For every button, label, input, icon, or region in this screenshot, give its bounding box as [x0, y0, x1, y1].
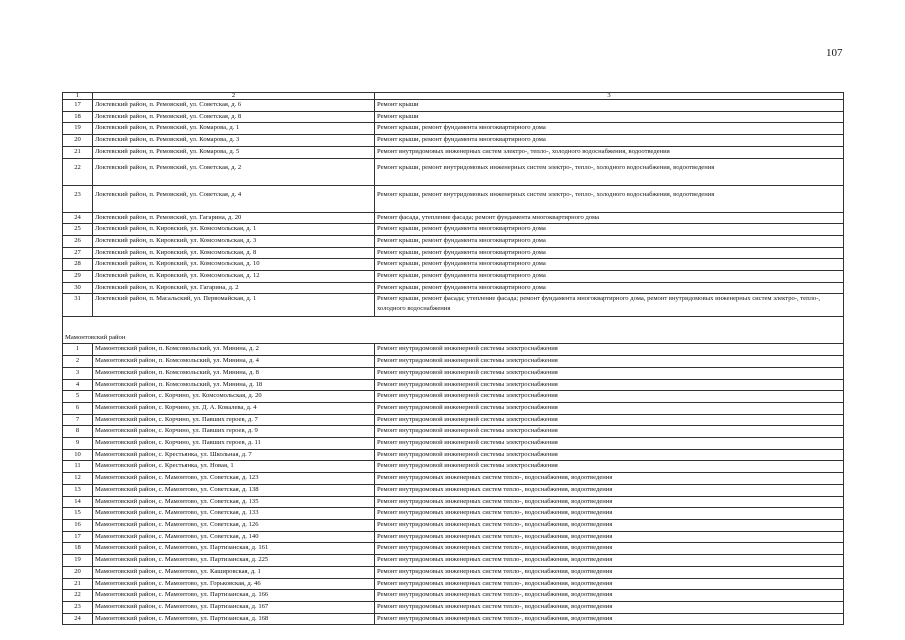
work-cell: Ремонт внутридомовых инженерных систем тепло-, водоснабжения, водоотведения — [375, 484, 844, 496]
work-cell: Ремонт внутридомовых инженерных систем тепло-, водоснабжения, водоотведения — [375, 566, 844, 578]
work-cell: Ремонт фасада, утепление фасада; ремонт фундамента многоквартирного дома — [375, 212, 844, 224]
row-number-cell: 28 — [63, 259, 93, 271]
row-number-cell: 17 — [63, 531, 93, 543]
row-number-cell: 19 — [63, 123, 93, 135]
table-row — [63, 367, 844, 379]
row-number-cell: 20 — [63, 566, 93, 578]
table-row — [63, 566, 844, 578]
work-cell: Ремонт внутридомовых инженерных систем тепло-, водоснабжения, водоотведения — [375, 578, 844, 590]
address-cell: Мамонтовский район, с. Мамонтово, ул. Советская, д. 138 — [93, 484, 375, 496]
address-cell: Мамонтовский район, с. Крестьянка, ул. Школьная, д. 7 — [93, 449, 375, 461]
table-row — [63, 235, 844, 247]
row-number-cell: 23 — [63, 601, 93, 613]
table-row — [63, 356, 844, 368]
row-number-cell: 13 — [63, 484, 93, 496]
work-cell: Ремонт крыши, ремонт фундамента многоквартирного дома — [375, 247, 844, 259]
row-number-cell: 2 — [63, 356, 93, 368]
address-cell: Мамонтовский район, с. Мамонтово, ул. Партизанская, д. 166 — [93, 590, 375, 602]
work-cell: Ремонт крыши, ремонт внутридомовых инженерных систем электро-, тепло-, холодного водоснабжения, водоотведения — [375, 185, 844, 212]
work-cell: Ремонт крыши — [375, 111, 844, 123]
table-row — [63, 259, 844, 271]
address-cell: Мамонтовский район, п. Комсомольский, ул. Минина, д. 4 — [93, 356, 375, 368]
work-cell: Ремонт крыши, ремонт фундамента многоквартирного дома — [375, 135, 844, 147]
table-row — [63, 426, 844, 438]
table-row — [63, 438, 844, 450]
address-cell: Мамонтовский район, с. Мамонтово, ул. Советская, д. 135 — [93, 496, 375, 508]
work-cell: Ремонт внутридомовых инженерных систем тепло-, водоснабжения, водоотведения — [375, 601, 844, 613]
address-cell: Локтевский район, п. Кировский, ул. Комсомольская, д. 10 — [93, 259, 375, 271]
work-cell: Ремонт внутридомовых инженерных систем тепло-, водоснабжения, водоотведения — [375, 519, 844, 531]
work-cell: Ремонт внутридомовых инженерных систем тепло-, водоснабжения, водоотведения — [375, 473, 844, 485]
table-row — [63, 135, 844, 147]
row-number-cell: 7 — [63, 414, 93, 426]
table-row — [63, 473, 844, 485]
work-cell: Ремонт внутридомовых инженерных систем тепло-, водоснабжения, водоотведения — [375, 543, 844, 555]
address-cell: Мамонтовский район, с. Корчино, ул. Комсомольская, д. 20 — [93, 391, 375, 403]
address-cell: Локтевский район, п. Ремовский, ул. Советская, д. 8 — [93, 111, 375, 123]
work-cell: Ремонт внутридомовых инженерных систем тепло-, водоснабжения, водоотведения — [375, 613, 844, 625]
section-row — [63, 317, 844, 344]
work-cell: Ремонт крыши, ремонт внутридомовых инженерных систем электро-, тепло-, холодного водоснабжения, водоотведения — [375, 158, 844, 185]
row-number-cell: 31 — [63, 294, 93, 317]
work-cell: Ремонт крыши, ремонт фундамента многоквартирного дома — [375, 259, 844, 271]
row-number-cell: 1 — [63, 344, 93, 356]
work-cell: Ремонт внутридомовых инженерных систем тепло-, водоснабжения, водоотведения — [375, 531, 844, 543]
table-row — [63, 402, 844, 414]
address-cell: Мамонтовский район, п. Комсомольский, ул. Минина, д. 8 — [93, 367, 375, 379]
row-number-cell: 27 — [63, 247, 93, 259]
row-number-cell: 21 — [63, 146, 93, 158]
row-number-cell: 15 — [63, 508, 93, 520]
row-number-cell: 18 — [63, 543, 93, 555]
address-cell: Мамонтовский район, с. Корчино, ул. Павших героев, д. 9 — [93, 426, 375, 438]
address-cell: Локтевский район, п. Ремовский, ул. Комарова, д. 5 — [93, 146, 375, 158]
table-row — [63, 212, 844, 224]
table-row — [63, 484, 844, 496]
section-title: Мамонтовский район — [63, 317, 844, 344]
row-number-cell: 24 — [63, 212, 93, 224]
table-row — [63, 158, 844, 185]
address-cell: Мамонтовский район, с. Крестьянка, ул. Новая, 1 — [93, 461, 375, 473]
work-cell: Ремонт внутридомовых инженерных систем тепло-, водоснабжения, водоотведения — [375, 496, 844, 508]
work-cell: Ремонт внутридомовой инженерной системы электроснабжения — [375, 426, 844, 438]
work-cell: Ремонт внутридомовых инженерных систем тепло-, водоснабжения, водоотведения — [375, 555, 844, 567]
row-number-cell: 16 — [63, 519, 93, 531]
work-cell: Ремонт крыши, ремонт фундамента многоквартирного дома — [375, 224, 844, 236]
row-number-cell: 4 — [63, 379, 93, 391]
row-number-cell: 19 — [63, 555, 93, 567]
table-row — [63, 379, 844, 391]
row-number-cell: 10 — [63, 449, 93, 461]
address-cell: Мамонтовский район, с. Мамонтово, ул. Советская, д. 133 — [93, 508, 375, 520]
row-number-cell: 12 — [63, 473, 93, 485]
work-cell: Ремонт крыши — [375, 100, 844, 112]
table-row — [63, 185, 844, 212]
row-number-cell: 22 — [63, 590, 93, 602]
address-cell: Мамонтовский район, с. Мамонтово, ул. Советская, д. 126 — [93, 519, 375, 531]
table-row — [63, 391, 844, 403]
table-row — [63, 543, 844, 555]
row-number-cell: 9 — [63, 438, 93, 450]
page-number: 107 — [826, 47, 843, 59]
row-number-cell: 22 — [63, 158, 93, 185]
work-cell: Ремонт внутридомовой инженерной системы электроснабжения — [375, 379, 844, 391]
work-cell: Ремонт внутридомовой инженерной системы электроснабжения — [375, 461, 844, 473]
address-cell: Локтевский район, п. Ремовский, ул. Гагарина, д. 20 — [93, 212, 375, 224]
table-row — [63, 294, 844, 317]
address-cell: Мамонтовский район, с. Корчино, ул. Д. А. Ковалева, д. 4 — [93, 402, 375, 414]
table-row — [63, 449, 844, 461]
work-cell: Ремонт крыши, ремонт фундамента многоквартирного дома — [375, 282, 844, 294]
address-cell: Мамонтовский район, с. Мамонтово, ул. Партизанская, д. 167 — [93, 601, 375, 613]
table-row — [63, 601, 844, 613]
address-cell: Мамонтовский район, с. Корчино, ул. Павших героев, д. 7 — [93, 414, 375, 426]
address-cell: Локтевский район, п. Кировский, ул. Гагарина, д. 2 — [93, 282, 375, 294]
table-row — [63, 531, 844, 543]
work-cell: Ремонт внутридомовой инженерной системы электроснабжения — [375, 391, 844, 403]
work-cell: Ремонт крыши, ремонт фундамента многоквартирного дома — [375, 123, 844, 135]
table-row — [63, 247, 844, 259]
table-row — [63, 519, 844, 531]
table-row — [63, 344, 844, 356]
address-cell: Мамонтовский район, с. Корчино, ул. Павших героев, д. 11 — [93, 438, 375, 450]
work-cell: Ремонт внутридомовой инженерной системы электроснабжения — [375, 402, 844, 414]
row-number-cell: 23 — [63, 185, 93, 212]
row-number-cell: 11 — [63, 461, 93, 473]
address-cell: Локтевский район, п. Ремовский, ул. Комарова, д. 1 — [93, 123, 375, 135]
row-number-cell: 30 — [63, 282, 93, 294]
work-cell: Ремонт внутридомовой инженерной системы электроснабжения — [375, 356, 844, 368]
table-row — [63, 100, 844, 112]
address-cell: Мамонтовский район, с. Мамонтово, ул. Советская, д. 123 — [93, 473, 375, 485]
table-row — [63, 613, 844, 625]
work-cell: Ремонт внутридомовых инженерных систем тепло-, водоснабжения, водоотведения — [375, 590, 844, 602]
work-cell: Ремонт внутридомовой инженерной системы электроснабжения — [375, 367, 844, 379]
table-header-row — [63, 93, 844, 100]
work-cell: Ремонт внутридомовой инженерной системы электроснабжения — [375, 414, 844, 426]
address-cell: Локтевский район, п. Ремовский, ул. Советская, д. 4 — [93, 185, 375, 212]
address-cell: Мамонтовский район, п. Комсомольский, ул. Минина, д. 2 — [93, 344, 375, 356]
table-row — [63, 590, 844, 602]
work-cell: Ремонт крыши, ремонт фундамента многоквартирного дома — [375, 271, 844, 283]
table-row — [63, 508, 844, 520]
row-number-cell: 6 — [63, 402, 93, 414]
table-row — [63, 224, 844, 236]
row-number-cell: 17 — [63, 100, 93, 112]
work-cell: Ремонт внутридомовых инженерных систем тепло-, водоснабжения, водоотведения — [375, 508, 844, 520]
row-number-cell: 25 — [63, 224, 93, 236]
header-cell-address: 2 — [93, 93, 375, 100]
work-cell: Ремонт крыши, ремонт фасада; утепление фасада; ремонт фундамента многоквартирного дома, ремонт внутридомовых инженерных систем электро-, тепло-, холодного водоснабжения — [375, 294, 844, 317]
address-cell: Мамонтовский район, с. Мамонтово, ул. Горьковская, д. 46 — [93, 578, 375, 590]
address-cell: Локтевский район, п. Кировский, ул. Комсомольская, д. 8 — [93, 247, 375, 259]
address-cell: Локтевский район, п. Ремовский, ул. Советская, д. 6 — [93, 100, 375, 112]
work-cell: Ремонт внутридомовой инженерной системы электроснабжения — [375, 438, 844, 450]
address-cell: Мамонтовский район, с. Мамонтово, ул. Партизанская, д. 225 — [93, 555, 375, 567]
header-cell-number: 1 — [63, 93, 93, 100]
address-cell: Локтевский район, п. Кировский, ул. Комсомольская, д. 3 — [93, 235, 375, 247]
work-cell: Ремонт внутридомовых инженерных систем электро-, тепло-, холодного водоснабжения, водоотведения — [375, 146, 844, 158]
address-cell: Мамонтовский район, с. Мамонтово, ул. Советская, д. 140 — [93, 531, 375, 543]
table-row — [63, 146, 844, 158]
row-number-cell: 21 — [63, 578, 93, 590]
table-row — [63, 111, 844, 123]
row-number-cell: 24 — [63, 613, 93, 625]
work-cell: Ремонт крыши, ремонт фундамента многоквартирного дома — [375, 235, 844, 247]
address-cell: Локтевский район, п. Ремовский, ул. Комарова, д. 3 — [93, 135, 375, 147]
address-cell: Локтевский район, п. Ремовский, ул. Советская, д. 2 — [93, 158, 375, 185]
row-number-cell: 8 — [63, 426, 93, 438]
table-row — [63, 461, 844, 473]
address-cell: Мамонтовский район, с. Мамонтово, ул. Партизанская, д. 168 — [93, 613, 375, 625]
table-row — [63, 555, 844, 567]
header-cell-work: 3 — [375, 93, 844, 100]
table-row — [63, 271, 844, 283]
row-number-cell: 5 — [63, 391, 93, 403]
address-cell: Локтевский район, п. Кировский, ул. Комсомольская, д. 12 — [93, 271, 375, 283]
row-number-cell: 14 — [63, 496, 93, 508]
address-cell: Мамонтовский район, с. Мамонтово, ул. Партизанская, д. 161 — [93, 543, 375, 555]
work-cell: Ремонт внутридомовой инженерной системы электроснабжения — [375, 344, 844, 356]
table-row — [63, 578, 844, 590]
work-cell: Ремонт внутридомовой инженерной системы электроснабжения — [375, 449, 844, 461]
row-number-cell: 3 — [63, 367, 93, 379]
row-number-cell: 20 — [63, 135, 93, 147]
address-cell: Мамонтовский район, п. Комсомольский, ул. Минина, д. 18 — [93, 379, 375, 391]
row-number-cell: 18 — [63, 111, 93, 123]
address-cell: Мамонтовский район, с. Мамонтово, ул. Кашировская, д. 1 — [93, 566, 375, 578]
address-cell: Локтевский район, п. Кировский, ул. Комсомольская, д. 1 — [93, 224, 375, 236]
table-row — [63, 414, 844, 426]
table-row — [63, 123, 844, 135]
table-row — [63, 496, 844, 508]
row-number-cell: 26 — [63, 235, 93, 247]
table-row — [63, 282, 844, 294]
address-cell: Локтевский район, п. Масальский, ул. Первомайская, д. 1 — [93, 294, 375, 317]
row-number-cell: 29 — [63, 271, 93, 283]
repair-program-table — [62, 92, 844, 625]
